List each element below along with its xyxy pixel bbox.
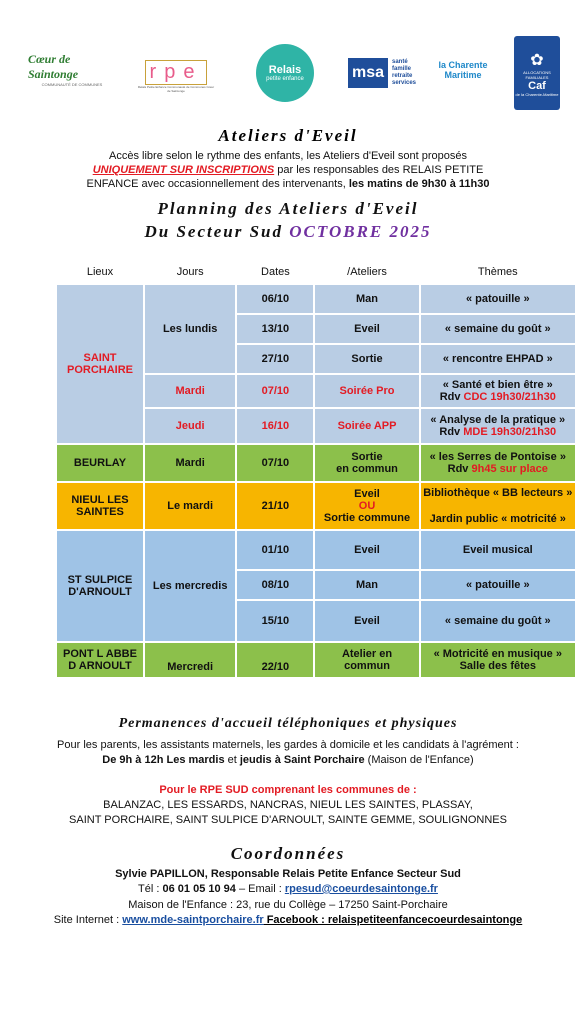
- table-row: [57, 643, 575, 677]
- jours-cell: Mercredi: [145, 643, 235, 677]
- communes-line-1: BALANZAC, LES ESSARDS, NANCRAS, NIEUL LES SAINTES, PLASSAY,: [103, 799, 473, 811]
- atelier-cell: [315, 483, 418, 529]
- permanences-hours: De 9h à 12h Les mardis: [102, 754, 225, 766]
- rdv-label: Rdv: [439, 426, 464, 438]
- atelier-text: commun: [344, 660, 390, 672]
- theme-cell: « semaine du goût »: [421, 315, 575, 343]
- rdv-text: [421, 391, 575, 403]
- header-ateliers: /Ateliers: [347, 266, 387, 278]
- table-row: [57, 285, 575, 313]
- permanences-and: et: [224, 754, 240, 766]
- contact-line: [0, 883, 576, 895]
- atelier-text: en commun: [336, 463, 398, 475]
- inscription-notice: UNIQUEMENT SUR INSCRIPTIONS: [92, 164, 275, 176]
- site-link[interactable]: www.mde-saintporchaire.fr: [122, 914, 264, 926]
- msa-line: famille: [392, 66, 412, 72]
- lieu-st-sulpice: ST SULPICE D'ARNOULT: [57, 531, 143, 641]
- rdv-place: CDC 19h30/21h30: [463, 391, 556, 403]
- email-label: – Email :: [235, 883, 285, 895]
- theme-cell: « patouille »: [421, 571, 575, 599]
- intro-hours: les matins de 9h30 à 11h30: [348, 178, 490, 190]
- intro-line-3-text: ENFANCE avec occasionnellement des intervenants,: [86, 178, 349, 190]
- responsable-name: Sylvie PAPILLON, Responsable Relais Petite Enfance Secteur Sud: [115, 868, 461, 880]
- atelier-cell: Soirée Pro: [315, 375, 418, 407]
- lieu-nieul: NIEUL LES SAINTES: [57, 483, 143, 529]
- date-cell: 07/10: [237, 375, 313, 407]
- msa-line: retraite: [392, 73, 413, 79]
- communes-line-2: SAINT PORCHAIRE, SAINT SULPICE D'ARNOULT, SAINTE GEMME, SOULIGNONNES: [69, 814, 507, 826]
- planning-sector: Du Secteur Sud: [144, 222, 290, 241]
- msa-logo: [342, 54, 422, 92]
- msa-line: services: [392, 80, 417, 86]
- caf-logo-text: Caf: [528, 79, 546, 92]
- intro-line-1: Accès libre selon le rythme des enfants, les Ateliers d'Eveil sont proposés: [109, 150, 467, 162]
- address-line: Maison de l'Enfance : 23, rue du Collège – 17250 Saint-Porchaire: [128, 899, 448, 911]
- atelier-cell: [315, 445, 418, 481]
- theme-text: « Motricité en musique »: [433, 648, 562, 660]
- theme-cell: « patouille »: [421, 285, 575, 313]
- msa-logo-lines: [392, 59, 416, 87]
- theme-cell: [421, 483, 575, 529]
- theme-text: « les Serres de Pontoise »: [429, 451, 566, 463]
- rdv-text: [421, 426, 575, 438]
- intro-line-3: [0, 178, 576, 190]
- header-jours: Jours: [176, 266, 204, 278]
- jours-jeudi: Jeudi: [145, 409, 235, 443]
- theme-cell: « semaine du goût »: [421, 601, 575, 641]
- header-dates: Dates: [261, 266, 290, 278]
- theme-text: « Analyse de la pratique »: [430, 414, 566, 426]
- theme-cell: Eveil musical: [421, 531, 575, 569]
- caf-logo-sub: ALLOCATIONS FAMILIALES: [523, 69, 551, 80]
- atelier-cell: Sortie: [315, 345, 418, 373]
- lieu-saint-porchaire: SAINT PORCHAIRE: [57, 285, 143, 443]
- rdv-place: MDE 19h30/21h30: [463, 426, 557, 438]
- lieu-beurlay: BEURLAY: [57, 445, 143, 481]
- planning-month: OCTOBRE 2025: [289, 222, 432, 241]
- caf-logo-region: de la Charente-Maritime: [515, 91, 559, 97]
- rdv-label: Rdv: [447, 463, 472, 475]
- caf-flower-icon: ✿: [530, 51, 544, 69]
- permanences-title: Permanences d'accueil téléphoniques et physiques: [118, 716, 458, 731]
- permanences-line-1: Pour les parents, les assistants maternels, les gardes à domicile et les candidats à l'agrément :: [57, 739, 519, 751]
- theme-cell: « rencontre EHPAD »: [421, 345, 575, 373]
- relais-logo-title: Relais: [268, 64, 302, 76]
- header-themes: Thèmes: [477, 266, 518, 278]
- charente-logo-text: la Charente Maritime: [438, 60, 488, 80]
- date-cell: 22/10: [237, 643, 313, 677]
- coeur-logo-text: Cœur de Saintonge: [28, 51, 79, 81]
- date-cell: 13/10: [237, 315, 313, 343]
- permanences-location: (Maison de l'Enfance): [364, 754, 474, 766]
- jours-cell: Mardi: [145, 445, 235, 481]
- permanences-place: jeudis à Saint Porchaire: [239, 754, 365, 766]
- date-cell: 27/10: [237, 345, 313, 373]
- atelier-cell: Eveil: [315, 315, 418, 343]
- date-cell: 16/10: [237, 409, 313, 443]
- planning-title: Planning des Ateliers d'Eveil: [157, 199, 419, 218]
- table-row: [57, 445, 575, 481]
- theme-text: Jardin public « motricité »: [429, 513, 566, 525]
- lieu-pont-l-abbe: PONT L ABBE D ARNOULT: [57, 643, 143, 677]
- permanences-line-2: [0, 754, 576, 766]
- coeur-logo-sub: COMMUNAUTÉ DE COMMUNES: [41, 81, 103, 87]
- tel-number[interactable]: 06 01 05 10 94: [162, 883, 236, 895]
- date-cell: 06/10: [237, 285, 313, 313]
- theme-text: Bibliothèque « BB lecteurs »: [423, 487, 573, 499]
- rdv-place: 9h45 sur place: [471, 463, 548, 475]
- rpe-logo-text: rpe: [145, 60, 208, 85]
- charente-maritime-logo: [436, 50, 490, 90]
- atelier-or: OU: [358, 500, 376, 512]
- table-row: [57, 483, 575, 529]
- date-cell: 01/10: [237, 531, 313, 569]
- intro-line-2: [0, 164, 576, 176]
- theme-cell: [421, 643, 575, 677]
- theme-cell: [421, 375, 575, 407]
- theme-text: Salle des fêtes: [459, 660, 536, 672]
- site-label: Site Internet :: [53, 914, 123, 926]
- planning-subtitle: [0, 222, 576, 242]
- atelier-cell: Man: [315, 571, 418, 599]
- tel-label: Tél :: [138, 883, 163, 895]
- table-row: [57, 531, 575, 569]
- date-cell: 15/10: [237, 601, 313, 641]
- msa-logo-text: msa: [348, 58, 388, 88]
- msa-line: santé: [392, 59, 408, 65]
- theme-cell: [421, 409, 575, 443]
- theme-cell: [421, 445, 575, 481]
- facebook-link[interactable]: Facebook : relaispetiteenfancecoeurdesaintonge: [263, 914, 523, 926]
- theme-text: « Santé et bien être »: [442, 379, 553, 391]
- date-cell: 08/10: [237, 571, 313, 599]
- site-line: [0, 914, 576, 926]
- jours-lundis: Les lundis: [145, 285, 235, 373]
- relais-petite-enfance-logo: [256, 44, 314, 102]
- atelier-text: Atelier en: [341, 648, 393, 660]
- relais-logo-sub: petite enfance: [266, 76, 304, 82]
- communes-title: Pour le RPE SUD comprenant les communes de :: [159, 784, 417, 796]
- table-header-row: [57, 261, 575, 283]
- jours-cell: Le mardi: [145, 483, 235, 529]
- intro-line-2-rest: par les responsables des RELAIS PETITE: [274, 164, 484, 176]
- ateliers-title: Ateliers d'Eveil: [218, 126, 358, 145]
- rpe-logo: [136, 54, 216, 98]
- rdv-text: [421, 463, 575, 475]
- date-cell: 21/10: [237, 483, 313, 529]
- atelier-text: Sortie commune: [323, 512, 411, 524]
- atelier-cell: Soirée APP: [315, 409, 418, 443]
- coeur-de-saintonge-logo: [28, 44, 116, 94]
- atelier-text: Sortie: [351, 451, 383, 463]
- atelier-cell: Eveil: [315, 531, 418, 569]
- header-lieux: Lieux: [86, 266, 114, 278]
- atelier-cell: [315, 643, 418, 677]
- atelier-cell: Man: [315, 285, 418, 313]
- jours-cell: Les mercredis: [145, 531, 235, 641]
- logo-bar: [24, 30, 564, 110]
- email-link[interactable]: rpesud@coeurdesaintonge.fr: [284, 883, 438, 895]
- atelier-cell: Eveil: [315, 601, 418, 641]
- date-cell: 07/10: [237, 445, 313, 481]
- caf-logo: [514, 36, 560, 110]
- rpe-logo-sub: Relais Petite Enfance Communauté de Communes Cœur de Saintonge: [137, 84, 215, 93]
- rdv-label: Rdv: [439, 391, 464, 403]
- jours-mardi: Mardi: [145, 375, 235, 407]
- planning-table: [55, 259, 576, 679]
- coordonnees-title: Coordonnées: [230, 844, 346, 863]
- atelier-text: Eveil: [354, 488, 380, 500]
